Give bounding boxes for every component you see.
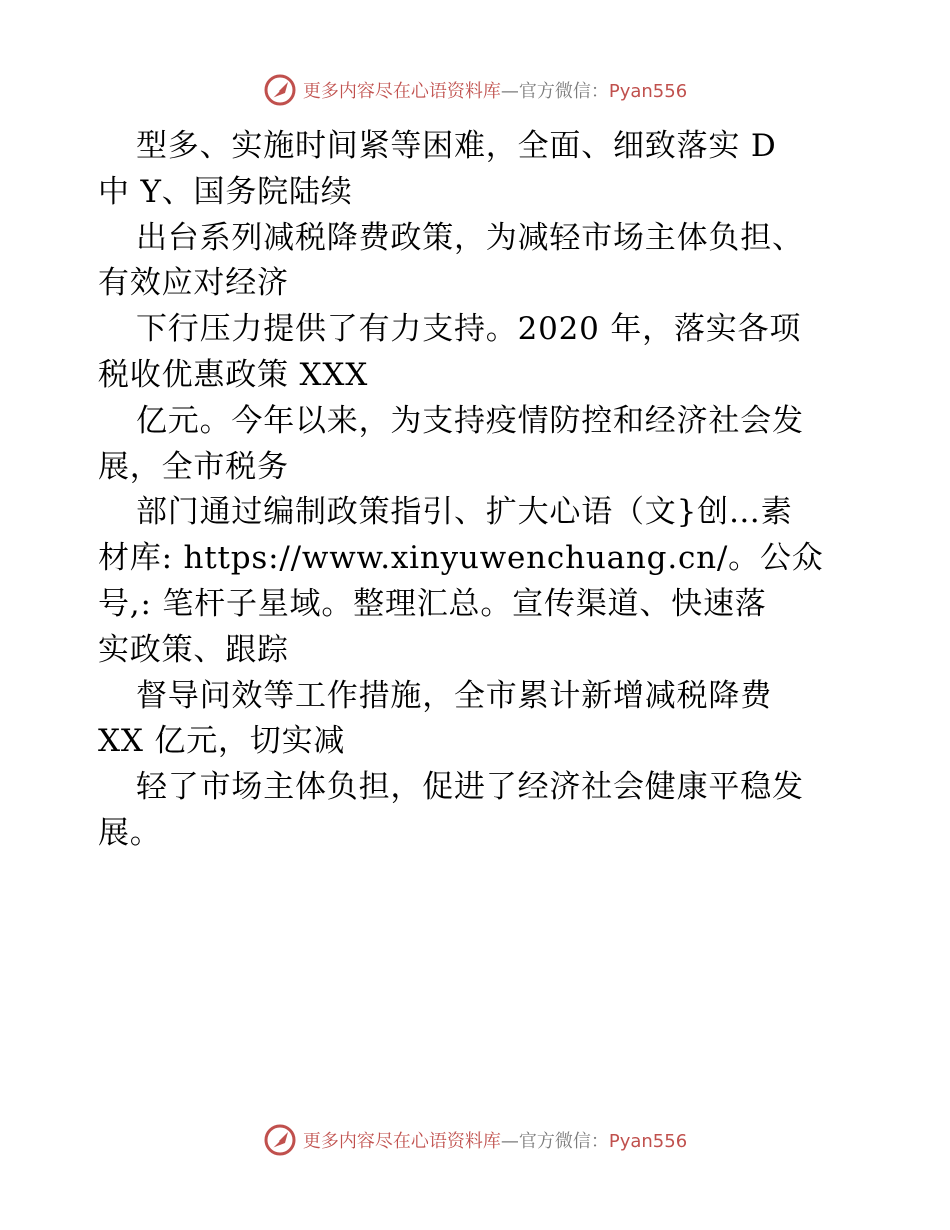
text-line: 有效应对经济 (98, 265, 289, 302)
watermark-text: 更多内容尽在心语资料库—官方微信：Pyan556 (302, 1131, 688, 1152)
text-line: 材库: https://www.xinyuwenchuang.cn/。公众 (98, 540, 824, 577)
text-line: 实政策、跟踪 (98, 631, 289, 668)
document-body (98, 124, 868, 857)
quill-logo-icon (263, 73, 297, 107)
text-line: 下行压力提供了有力支持。2020 年，落实各项 (136, 311, 802, 348)
footer-watermark (0, 1120, 950, 1160)
header-watermark (0, 70, 950, 110)
text-line: 轻了市场主体负担，促进了经济社会健康平稳发 (136, 769, 804, 806)
text-line: 部门通过编制政策指引、扩大心语（文}创…素 (136, 494, 793, 531)
text-line: 亿元。今年以来，为支持疫情防控和经济社会发 (136, 402, 804, 439)
text-line: 中 Y、国务院陆续 (98, 173, 353, 210)
text-line: 号,: 笔杆子星域。整理汇总。宣传渠道、快速落 (98, 585, 767, 622)
text-line: XX 亿元，切实减 (98, 723, 346, 760)
watermark-text: 更多内容尽在心语资料库—官方微信：Pyan556 (302, 81, 688, 102)
text-line: 型多、实施时间紧等困难，全面、细致落实 D (136, 128, 777, 164)
quill-logo-icon (263, 1123, 297, 1157)
text-line: 展，全市税务 (98, 448, 289, 485)
text-line: 督导问效等工作措施，全市累计新增减税降费 (136, 677, 772, 714)
text-line: 税收优惠政策 XXX (98, 356, 369, 393)
text-line: 展。 (98, 814, 162, 851)
text-line: 出台系列减税降费政策，为减轻市场主体负担、 (136, 219, 804, 256)
